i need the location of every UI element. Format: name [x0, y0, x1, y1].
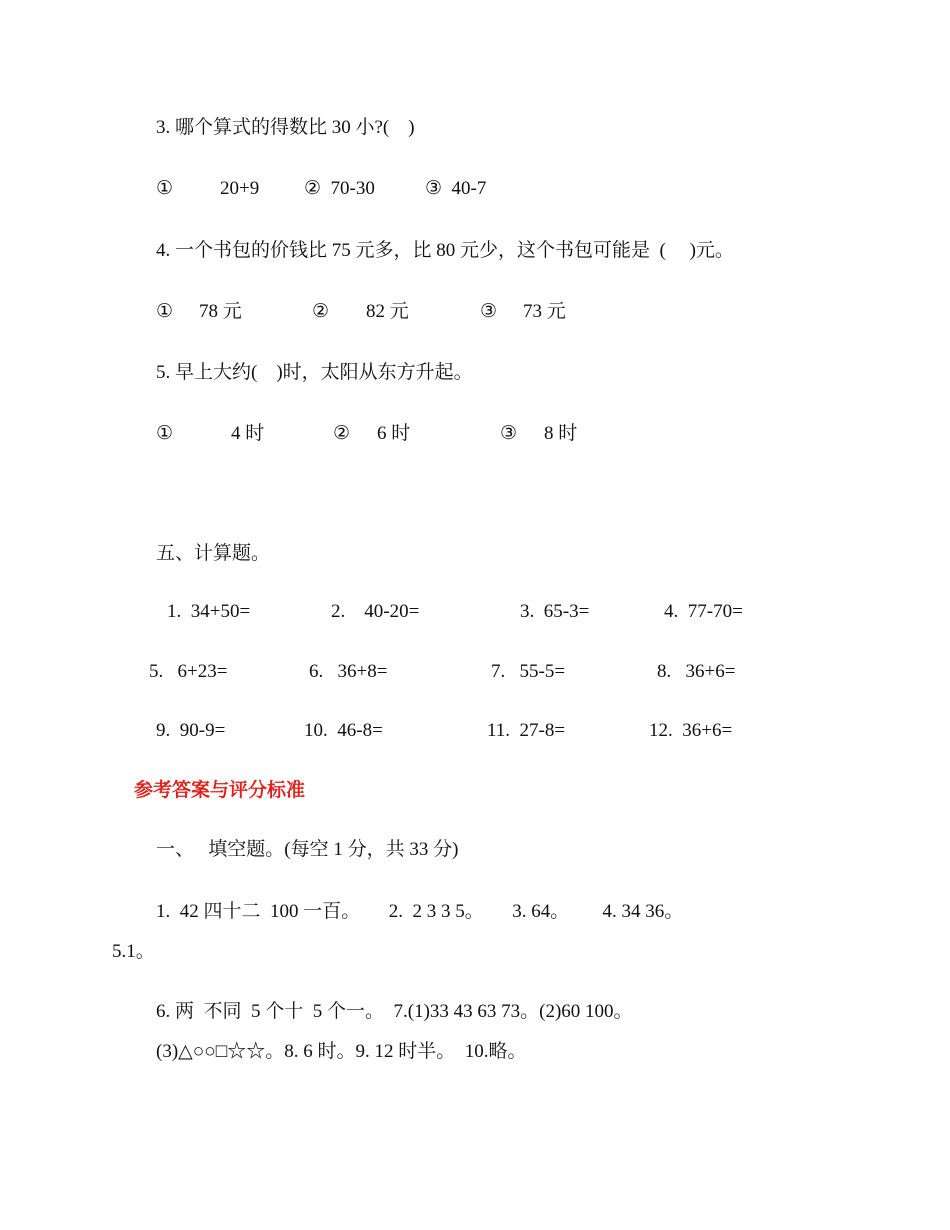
- calc-item: 5. 6+23=: [149, 661, 228, 682]
- q4-option-1: 78 元: [199, 301, 242, 322]
- q4-option-3-marker: ③: [480, 301, 498, 322]
- q4-option-2-marker: ②: [312, 301, 330, 322]
- calc-item: 7. 55-5=: [491, 661, 566, 682]
- q5-option-2: 6 时: [377, 423, 411, 444]
- calc-item: 12. 36+6=: [649, 720, 733, 741]
- q4-option-1-marker: ①: [156, 301, 174, 322]
- q5-option-2-marker: ②: [333, 423, 351, 444]
- q5-option-3: 8 时: [544, 423, 578, 444]
- q3-option-3: ③ 40-7: [425, 178, 487, 199]
- q5-option-1: 4 时: [231, 423, 265, 444]
- answers-title: 参考答案与评分标准: [134, 780, 306, 801]
- q5-option-1-marker: ①: [156, 423, 174, 444]
- q4-option-2: 82 元: [366, 301, 409, 322]
- answers-line-1-continued: 5.1。: [112, 941, 155, 962]
- q3-option-1: 20+9: [220, 178, 260, 199]
- answers-part-1-heading: 一、 填空题。(每空 1 分，共 33 分): [156, 839, 459, 860]
- question-5: 5. 早上大约( )时，太阳从东方升起。: [156, 362, 473, 383]
- calc-item: 11. 27-8=: [487, 720, 566, 741]
- calc-item: 4. 77-70=: [664, 601, 743, 622]
- calc-item: 9. 90-9=: [156, 720, 226, 741]
- q4-option-3: 73 元: [523, 301, 566, 322]
- q3-option-1-marker: ①: [156, 178, 174, 199]
- calc-item: 6. 36+8=: [309, 661, 388, 682]
- question-4: 4. 一个书包的价钱比 75 元多，比 80 元少，这个书包可能是 ( )元。: [156, 240, 734, 261]
- answers-line-1: 1. 42 四十二 100 一百。 2. 2 3 3 5。 3. 64。 4. 34 36。: [156, 901, 684, 922]
- calc-item: 3. 65-3=: [520, 601, 590, 622]
- answers-line-2: 6. 两 不同 5 个十 5 个一。 7.(1)33 43 63 73。(2)60 100。: [156, 1001, 633, 1022]
- calc-item: 8. 36+6=: [657, 661, 736, 682]
- calc-item: 10. 46-8=: [304, 720, 383, 741]
- calc-item: 2. 40-20=: [331, 601, 420, 622]
- section-5-title: 五、计算题。: [156, 543, 271, 564]
- q3-option-2: ② 70-30: [304, 178, 375, 199]
- calc-item: 1. 34+50=: [167, 601, 251, 622]
- answers-line-3: (3)△○○□☆☆。8. 6 时。9. 12 时半。 10.略。: [156, 1041, 527, 1062]
- q5-option-3-marker: ③: [500, 423, 518, 444]
- question-3: 3. 哪个算式的得数比 30 小?( ): [156, 117, 415, 138]
